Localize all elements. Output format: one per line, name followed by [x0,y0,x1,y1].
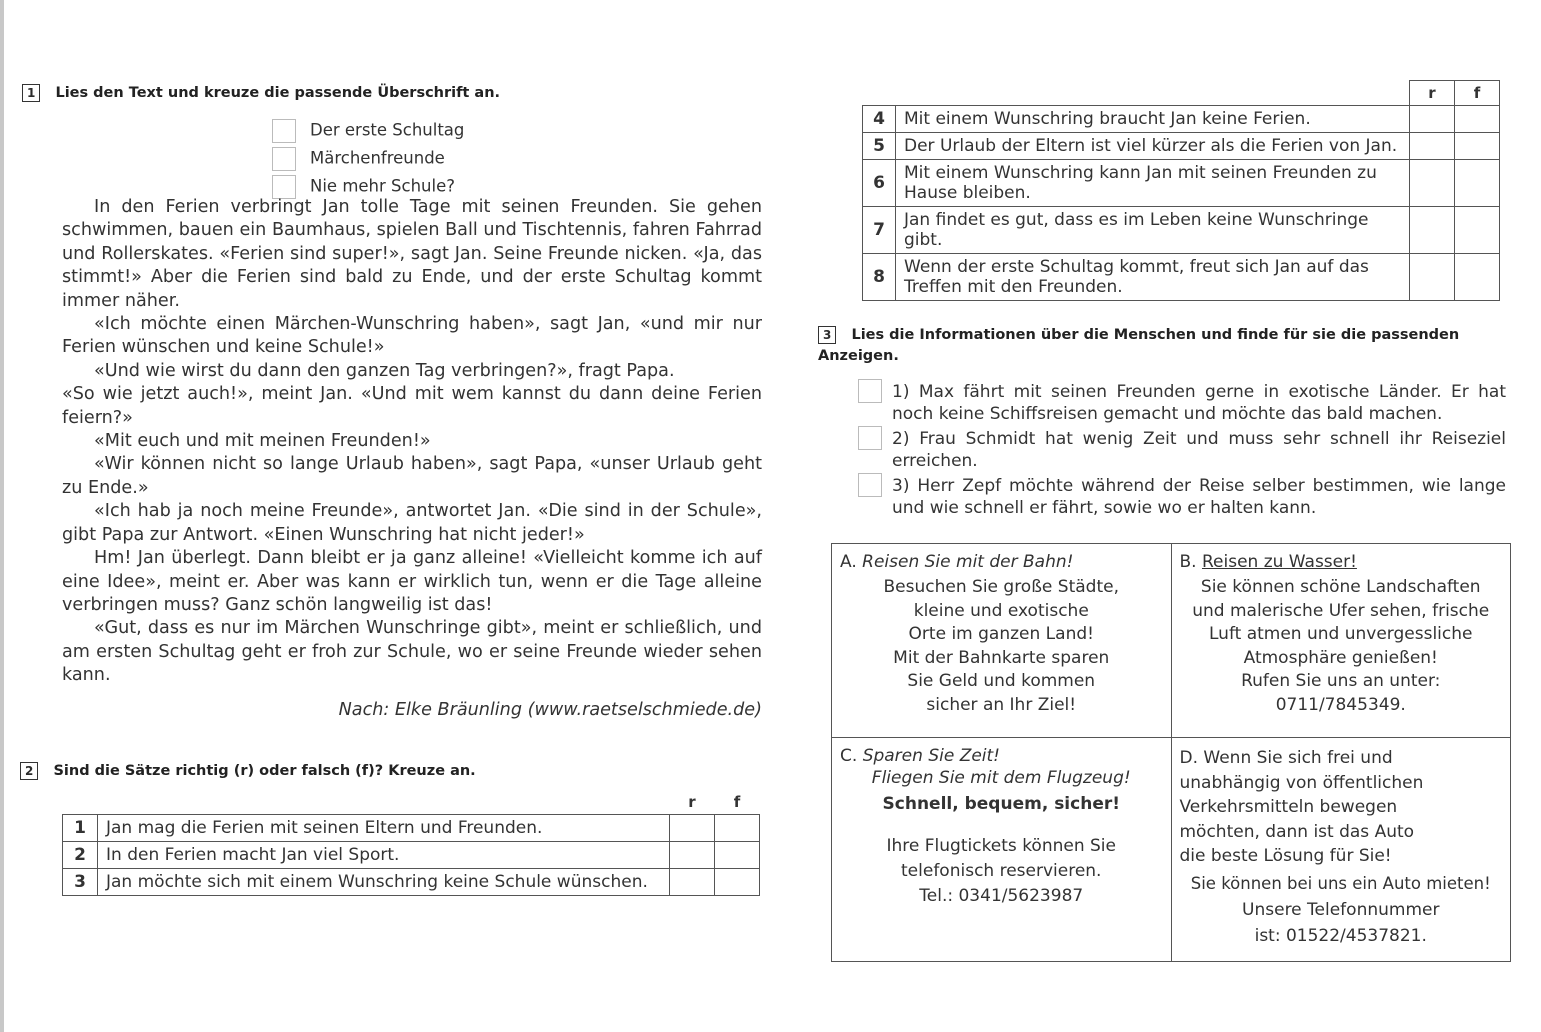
task3-header [818,324,1478,366]
story-paragraph: «Mit euch und mit meinen Freunden!» [94,431,431,452]
ad-a-line: Sie Geld und kommen [907,671,1096,691]
ad-b-line: Atmosphäre genießen! [1243,647,1438,668]
story-text [62,196,762,688]
ad-d-tail: ist: 01522/4537821. [1254,925,1427,946]
ad-d-tail: Sie können bei uns ein Auto mieten! [1190,873,1491,893]
ad-a-line: Besuchen Sie große Städte, [883,577,1119,597]
row-number: 1 [63,815,98,842]
option-2[interactable] [272,147,445,171]
truefalse-table-left [62,790,760,896]
table-row [63,842,760,869]
story-paragraph: «Wir können nicht so lange Urlaub haben», sagt Papa, «unser Urlaub geht zu Ende.» [62,454,762,498]
story-paragraph: Hm! Jan überlegt. Dann bleibt er ja ganz alleine! «Vielleicht komme ich auf eine Idee», meint er. Aber was kann er wirklich tun, wenn er die Tage alleine verbringen muss? Ganz schön langweilig ist das! [62,548,762,615]
row-number: 2 [63,842,98,869]
ads-table [831,543,1511,962]
option-1-checkbox[interactable] [272,119,296,143]
row-number: 4 [863,106,896,133]
ad-c [832,738,1172,962]
row-statement: Jan möchte sich mit einem Wunschring keine Schule wünschen. [98,869,670,896]
ad-d-letter: D. [1179,748,1198,768]
answer-f-cell[interactable] [715,842,760,869]
answer-f-cell[interactable] [715,815,760,842]
answer-r-cell[interactable] [1410,207,1455,254]
answer-f-cell[interactable] [1455,254,1500,301]
story-paragraph: «Und wie wirst du dann den ganzen Tag verbringen?», fragt Papa. [94,360,675,381]
table-row [863,160,1500,207]
answer-r-cell[interactable] [670,842,715,869]
answer-f-cell[interactable] [1455,133,1500,160]
row-statement: Jan findet es gut, dass es im Leben keine Wunschringe gibt. [896,207,1410,254]
ad-a [832,544,1172,738]
row-statement: Jan mag die Ferien mit seinen Eltern und Freunden. [98,815,670,842]
ad-a-line: Orte im ganzen Land! [908,624,1094,644]
ad-a-title: Reisen Sie mit der Bahn! [862,552,1074,572]
page-edge [0,0,4,1032]
ad-b-line: Rufen Sie uns an unter: [1241,671,1441,691]
ad-d-line: Verkehrsmitteln bewegen [1179,797,1398,817]
answer-f-cell[interactable] [1455,160,1500,207]
task2-number: 2 [20,762,38,780]
row-number: 5 [863,133,896,160]
col-f-header: f [733,793,741,811]
row-number: 8 [863,254,896,301]
person-3-checkbox[interactable] [858,473,882,497]
table-row [863,207,1500,254]
answer-r-cell[interactable] [670,815,715,842]
row-statement: Wenn der erste Schultag kommt, freut sich Jan auf das Treffen mit den Freunden. [896,254,1410,301]
row-statement: Mit einem Wunschring braucht Jan keine Ferien. [896,106,1410,133]
ad-b-line: Sie können schöne Landschaften [1200,577,1481,597]
ad-b-line: 0711/7845349. [1275,694,1406,715]
option-3-label: Nie mehr Schule? [310,176,455,196]
ad-a-line: kleine und exotische [913,600,1089,621]
ad-c-letter: C. [840,746,858,766]
ad-d-tail: Unsere Telefonnummer [1242,899,1440,920]
ad-b-line: und malerische Ufer sehen, frische [1192,600,1490,621]
row-number: 3 [63,869,98,896]
answer-r-cell[interactable] [1410,106,1455,133]
answer-r-cell[interactable] [1410,254,1455,301]
row-number: 7 [863,207,896,254]
task2-header [20,760,476,780]
ad-a-line: Mit der Bahnkarte sparen [893,647,1110,668]
person-3-text: 3) Herr Zepf möchte während der Reise selber bestimmen, wie lange und wie schnell er fährt, sowie wo er halten kann. [892,476,1506,518]
ad-d-line: Wenn Sie sich frei und [1203,748,1393,768]
person-1-text: 1) Max fährt mit seinen Freunden gerne in exotische Länder. Er hat noch keine Schiffsreisen gemacht und möchte das bald machen. [892,382,1506,424]
story-paragraph: «Gut, dass es nur im Märchen Wunschringe gibt», meint er schließlich, und am ersten Schultag geht er froh zur Schule, wo er seine Freunde wieder sehen kann. [62,618,762,686]
truefalse-table-right [862,80,1500,301]
person-item-2 [858,428,1506,472]
ad-c-line1: Sparen Sie Zeit! [862,746,1000,766]
attribution: Nach: Elke Bräunling (www.raetselschmiede.de) [338,700,762,720]
task2-title: Sind die Sätze richtig (r) oder falsch (f)? Kreuze an. [53,763,476,779]
row-statement: Mit einem Wunschring kann Jan mit seinen Freunden zu Hause bleiben. [896,160,1410,207]
row-statement: In den Ferien macht Jan viel Sport. [98,842,670,869]
ad-b [1171,544,1511,738]
answer-f-cell[interactable] [715,869,760,896]
task1-number: 1 [22,84,40,102]
story-paragraph: «Ich möchte einen Märchen-Wunschring haben», sagt Jan, «und mir nur Ferien wünschen und keine Schule!» [62,314,762,358]
row-number: 6 [863,160,896,207]
option-2-label: Märchenfreunde [310,148,445,168]
answer-r-cell[interactable] [1410,133,1455,160]
col-f-header: f [1455,81,1500,106]
ad-d-line: die beste Lösung für Sie! [1179,846,1392,866]
answer-r-cell[interactable] [1410,160,1455,207]
ad-c-line: telefonisch reservieren. [901,861,1102,881]
answer-f-cell[interactable] [1455,106,1500,133]
option-1-label: Der erste Schultag [310,120,465,140]
person-1-checkbox[interactable] [858,379,882,403]
story-paragraph: In den Ferien verbringt Jan tolle Tage mit seinen Freunden. Sie gehen schwimmen, bauen ein Baumhaus, spielen Ball und Tischtennis, fahren Fahrrad und Rollerskates. «Ferien sind super!», sagt Jan. Seine Freunde nicken. «Ja, das stimmt!» Aber die Ferien sind bald zu Ende, und der erste Schultag kommt immer näher. [62,197,762,311]
ad-c-line: Tel.: 0341/5623987 [919,886,1084,906]
task1-title: Lies den Text und kreuze die passende Überschrift an. [55,85,501,101]
ad-b-letter: B. [1179,552,1197,572]
story-paragraph: «So wie jetzt auch!», meint Jan. «Und mit wem kannst du dann deine Ferien feiern?» [62,384,762,428]
task1-header [22,82,500,102]
table-row [863,106,1500,133]
table-row [63,815,760,842]
person-item-1 [858,381,1506,425]
person-item-3 [858,475,1506,519]
ad-d [1171,738,1511,962]
ad-b-title: Reisen zu Wasser! [1201,552,1357,572]
table-row [63,869,760,896]
story-paragraph: «Ich hab ja noch meine Freunde», antwortet Jan. «Die sind in der Schule», gibt Papa zur Antwort. «Einen Wunschring hat nicht jeder!» [62,501,762,545]
table-row [863,254,1500,301]
ad-c-line: Ihre Flugtickets können Sie [886,836,1116,856]
ad-a-line: sicher an Ihr Ziel! [926,694,1077,715]
ad-c-line3: Schnell, bequem, sicher! [882,794,1120,814]
ad-d-line: möchten, dann ist das Auto [1179,821,1415,842]
answer-f-cell[interactable] [1455,207,1500,254]
col-r-header: r [1410,81,1455,106]
ad-b-line: Luft atmen und unvergessliche [1209,624,1473,644]
task3-number: 3 [818,326,836,344]
ad-c-line2: Fliegen Sie mit dem Flugzeug! [871,768,1131,788]
ad-d-line: unabhängig von öffentlichen [1179,772,1424,793]
task3-title: Lies die Informationen über die Menschen und finde für sie die passenden Anzeigen. [818,327,1460,364]
person-2-text: 2) Frau Schmidt hat wenig Zeit und muss sehr schnell ihr Reiseziel erreichen. [892,429,1506,471]
row-statement: Der Urlaub der Eltern ist viel kürzer als die Ferien von Jan. [896,133,1410,160]
ad-a-letter: A. [840,552,857,572]
option-2-checkbox[interactable] [272,147,296,171]
table-row [863,133,1500,160]
answer-r-cell[interactable] [670,869,715,896]
col-r-header: r [688,793,696,811]
option-1[interactable] [272,119,464,143]
person-2-checkbox[interactable] [858,426,882,450]
